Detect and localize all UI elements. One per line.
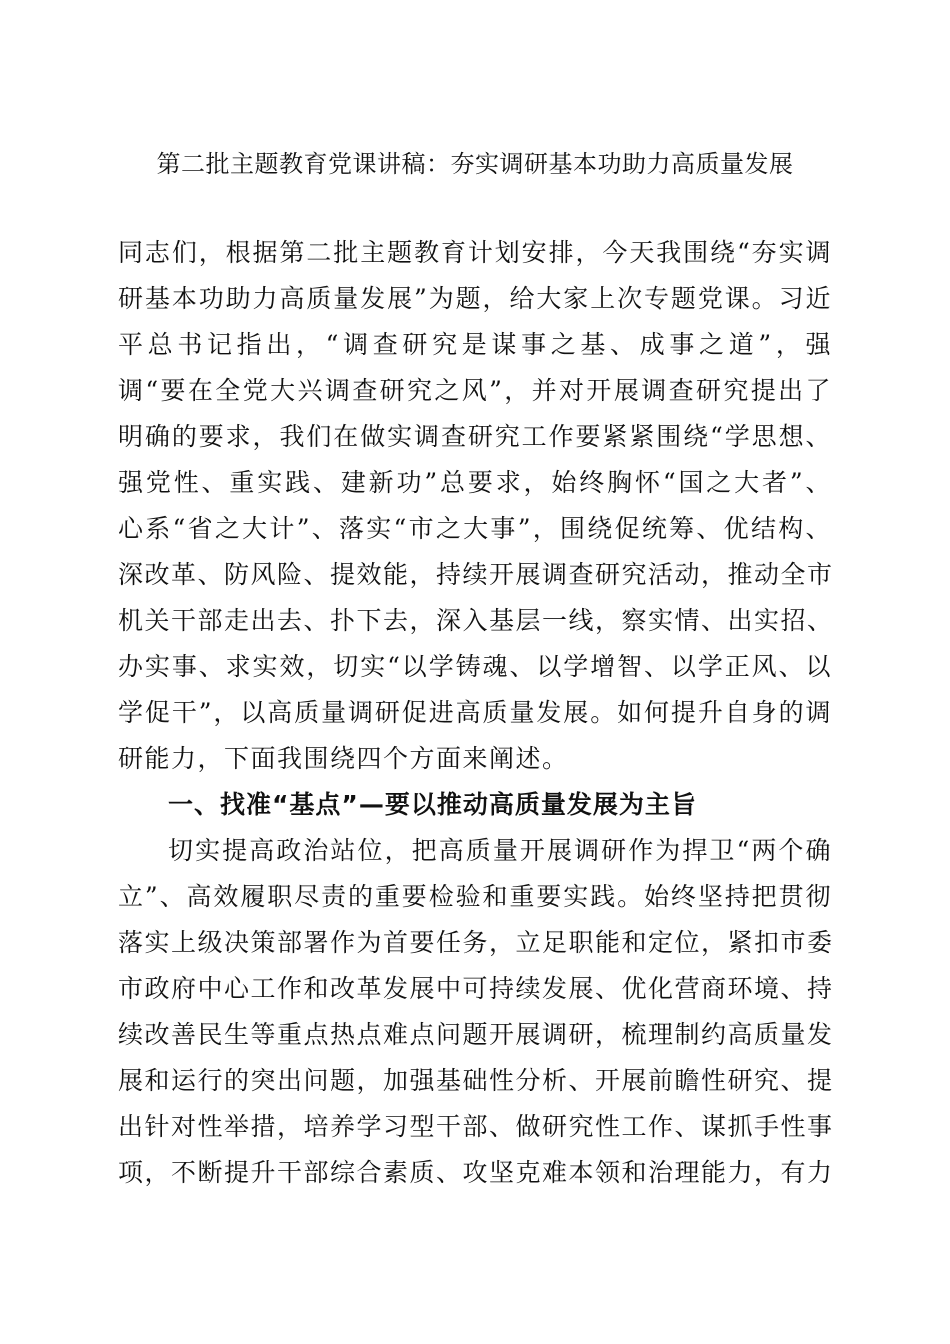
section-line-7: 出针对性举措，培养学习型干部、做研究性工作、谋抓手性事 xyxy=(118,1112,834,1141)
intro-line-7: 心系“省之大计”、落实“市之大事”，围绕促统筹、优结构、 xyxy=(118,514,832,543)
section-line-3: 落实上级决策部署作为首要任务，立足职能和定位，紧扣市委 xyxy=(118,928,834,957)
section-line-5: 续改善民生等重点热点难点问题开展调研，梳理制约高质量发 xyxy=(118,1020,834,1049)
section-line-8: 项，不断提升干部综合素质、攻坚克难本领和治理能力，有力 xyxy=(118,1158,834,1187)
intro-line-8: 深改革、防风险、提效能，持续开展调查研究活动，推动全市 xyxy=(118,560,834,589)
intro-line-1: 同志们，根据第二批主题教育计划安排，今天我围绕“夯实调 xyxy=(118,238,832,267)
intro-line-9: 机关干部走出去、扑下去，深入基层一线，察实情、出实招、 xyxy=(118,606,834,635)
section-line-1: 切实提高政治站位，把高质量开展调研作为捍卫“两个确 xyxy=(168,836,832,865)
intro-line-2: 研基本功助力高质量发展”为题，给大家上次专题党课。习近 xyxy=(118,284,832,313)
intro-line-10: 办实事、求实效，切实“以学铸魂、以学增智、以学正风、以 xyxy=(118,652,832,681)
section-line-4: 市政府中心工作和改革发展中可持续发展、优化营商环境、持 xyxy=(118,974,834,1003)
intro-line-12: 研能力，下面我围绕四个方面来阐述。 xyxy=(118,744,569,773)
section-heading: 一、找准“基点”—要以推动高质量发展为主旨 xyxy=(168,790,697,819)
intro-line-6: 强党性、重实践、建新功”总要求，始终胸怀“国之大者”、 xyxy=(118,468,832,497)
intro-line-3: 平总书记指出，“调查研究是谋事之基、成事之道”，强 xyxy=(118,330,832,359)
section-line-2: 立”、高效履职尽责的重要检验和重要实践。始终坚持把贯彻 xyxy=(118,882,832,911)
section-line-6: 展和运行的突出问题，加强基础性分析、开展前瞻性研究、提 xyxy=(118,1066,834,1095)
intro-line-11: 学促干”，以高质量调研促进高质量发展。如何提升自身的调 xyxy=(118,698,832,727)
document-body xyxy=(118,230,832,1196)
intro-line-5: 明确的要求，我们在做实调查研究工作要紧紧围绕“学思想、 xyxy=(118,422,832,451)
intro-line-4: 调“要在全党大兴调查研究之风”，并对开展调查研究提出了 xyxy=(118,376,832,405)
document-title: 第二批主题教育党课讲稿：夯实调研基本功助力高质量发展 xyxy=(156,150,794,178)
